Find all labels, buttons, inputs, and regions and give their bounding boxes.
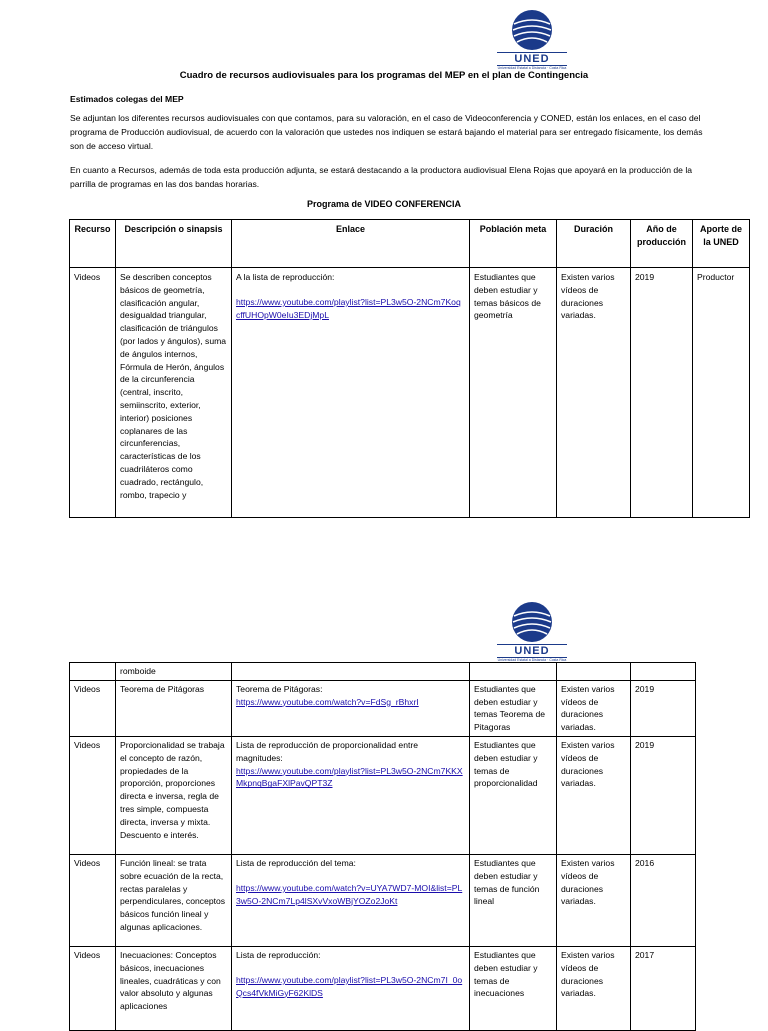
cell-enlace xyxy=(232,854,470,946)
cell-duracion: Existen varios vídeos de duraciones variadas. xyxy=(557,854,631,946)
uned-logo xyxy=(497,600,567,662)
cell-recurso: Videos xyxy=(70,854,116,946)
cell-enlace xyxy=(232,680,470,736)
cell-poblacion: Estudiantes que deben estudiar y temas de inecuaciones xyxy=(470,946,557,1030)
link-label: Lista de reproducción: xyxy=(236,949,321,960)
cell-recurso: Videos xyxy=(70,946,116,1030)
uned-globe-icon xyxy=(510,600,554,644)
uned-logo xyxy=(497,8,567,70)
playlist-link[interactable]: https://www.youtube.com/playlist?list=PL3w5O-2NCm7KoqcffUHOpW0eIu3EDjMpL xyxy=(236,296,461,320)
logo-text: UNED xyxy=(497,644,567,658)
table-row xyxy=(70,680,696,736)
resources-table xyxy=(69,219,750,518)
cell-poblacion: Estudiantes que deben estudiar y temas básicos de geometría xyxy=(470,268,557,518)
header-recurso: Recurso xyxy=(70,220,116,268)
cell-aporte: Productor xyxy=(693,268,750,518)
table-row-continuation xyxy=(70,663,696,681)
logo-tagline: Universidad Estatal a Distancia · Costa Rica xyxy=(497,658,567,662)
table-row xyxy=(70,268,750,518)
cell-duracion: Existen varios vídeos de duraciones variadas. xyxy=(557,268,631,518)
document-title: Cuadro de recursos audiovisuales para los programas del MEP en el plan de Contingencia xyxy=(179,70,589,81)
cell-anio: 2016 xyxy=(631,854,696,946)
table-row xyxy=(70,946,696,1030)
cell-descripcion: Proporcionalidad se trabaja el concepto de razón, propiedades de la proporción, proporciones directa e inversa, regla de tres simple, compuesta directa, inversa y mixta. Descuento e interés. xyxy=(116,736,232,854)
video-link[interactable]: https://www.youtube.com/watch?v=FdSg_rBhxrI xyxy=(236,696,419,707)
link-label: Lista de reproducción de proporcionalidad entre magnitudes: xyxy=(236,739,419,763)
table-row xyxy=(70,736,696,854)
cell-duracion: Existen varios vídeos de duraciones variadas. xyxy=(557,946,631,1030)
link-label: Lista de reproducción del tema: xyxy=(236,857,356,868)
cell-poblacion: Estudiantes que deben estudiar y temas de proporcionalidad xyxy=(470,736,557,854)
header-descripcion: Descripción o sinapsis xyxy=(116,220,232,268)
cell-descripcion: Inecuaciones: Conceptos básicos, inecuaciones lineales, cuadráticas y con valor absoluto y algunas aplicaciones xyxy=(116,946,232,1030)
cell-poblacion: Estudiantes que deben estudiar y temas Teorema de Pitagoras xyxy=(470,680,557,736)
logo-text: UNED xyxy=(497,52,567,66)
cell-duracion: Existen varios vídeos de duraciones variadas. xyxy=(557,680,631,736)
header-duracion: Duración xyxy=(557,220,631,268)
intro-paragraph: Se adjuntan los diferentes recursos audiovisuales con que contamos, para su valoración, en el caso de Videoconferencia y CONED, están los enlaces, en el caso del programa de Producción audiovisual, de acuerdo con la valoración que ustedes nos indiquen se estará bajando el material para ser entregado físicamente, los demás son de acceso virtual. xyxy=(70,113,703,151)
header-anio: Año de producción xyxy=(631,220,693,268)
cell-descripcion: Se describen conceptos básicos de geometría, clasificación angular, desigualdad triangular, clasificación de triángulos (por lados y ángulos), suma de ángulos internos, Fórmula de Herón, ángulos de la circunferencia (central, inscrito, semiinscrito, exterior, interior) posiciones coplanares de las circunferencias, características de los cuadriláteros como cuadrado, rectángulo, rombo, trapecio y xyxy=(116,268,232,518)
cell-anio: 2019 xyxy=(631,736,696,854)
cell-recurso: Videos xyxy=(70,268,116,518)
cell-anio: 2019 xyxy=(631,268,693,518)
cell-duracion: Existen varios vídeos de duraciones variadas. xyxy=(557,736,631,854)
logo-tagline: Universidad Estatal a Distancia · Costa Rica xyxy=(497,66,567,70)
page-gap xyxy=(0,530,768,590)
header-enlace: Enlace xyxy=(232,220,470,268)
cell-enlace xyxy=(232,946,470,1030)
cell-descripcion: romboide xyxy=(116,663,232,681)
cell-anio: 2017 xyxy=(631,946,696,1030)
link-label: Teorema de Pitágoras: xyxy=(236,683,323,694)
cell-poblacion: Estudiantes que deben estudiar y temas de función lineal xyxy=(470,854,557,946)
resources-paragraph: En cuanto a Recursos, además de toda esta producción adjunta, se estará destacando a la productora audiovisual Elena Rojas que apoyará en la producción de la parrilla de programas en las dos bandas horarias. xyxy=(70,165,693,189)
playlist-link[interactable]: https://www.youtube.com/watch?v=UYA7WD7-MOI&list=PL3w5O-2NCm7Lp4lSXvVxoWBjYOZo2JoKt xyxy=(236,882,463,906)
playlist-link[interactable]: https://www.youtube.com/playlist?list=PL3w5O-2NCm7I_0oQcs4fVkMiGyF62KlDS xyxy=(236,974,463,998)
playlist-link[interactable]: https://www.youtube.com/playlist?list=PL3w5O-2NCm7KKXMkpnqBgaFXlPavQPT3Z xyxy=(236,765,463,789)
table-header-row xyxy=(70,220,750,268)
uned-globe-icon xyxy=(510,8,554,52)
cell-recurso: Videos xyxy=(70,736,116,854)
cell-anio: 2019 xyxy=(631,680,696,736)
header-poblacion: Población meta xyxy=(470,220,557,268)
header-aporte: Aporte de la UNED xyxy=(693,220,750,268)
cell-recurso: Videos xyxy=(70,680,116,736)
section-title: Programa de VIDEO CONFERENCIA xyxy=(306,199,462,209)
greeting: Estimados colegas del MEP xyxy=(70,94,184,104)
link-label: A la lista de reproducción: xyxy=(236,272,335,282)
cell-enlace xyxy=(232,268,470,518)
table-row xyxy=(70,854,696,946)
cell-descripcion: Teorema de Pitágoras xyxy=(116,680,232,736)
resources-table-continued xyxy=(69,662,696,1031)
cell-descripcion: Función lineal: se trata sobre ecuación de la recta, rectas paralelas y perpendiculares, conceptos básicos función lineal y algunas aplicaciones. xyxy=(116,854,232,946)
cell-enlace xyxy=(232,736,470,854)
